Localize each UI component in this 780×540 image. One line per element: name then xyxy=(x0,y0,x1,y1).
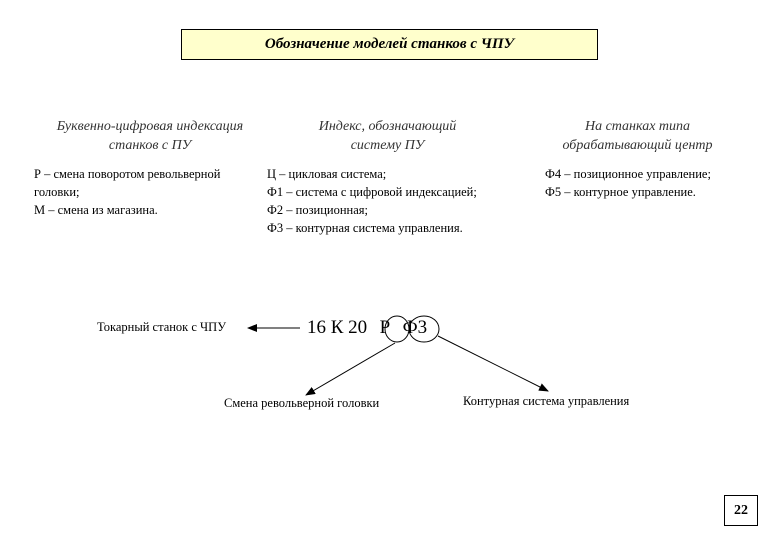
heading-line: Буквенно-цифровая индексация xyxy=(56,119,244,134)
diagram-title: Обозначение моделей станков с ЧПУ xyxy=(264,36,515,52)
body-line: Ф4 – позиционное управление; xyxy=(545,167,711,181)
body-line: Ф5 – контурное управление. xyxy=(545,185,696,199)
page-number: 22 xyxy=(734,502,748,518)
body-line: Ф2 – позиционная; xyxy=(267,203,368,217)
arrow-to-contour-system xyxy=(438,336,548,391)
body-line: головки; xyxy=(34,185,80,199)
body-line: М – смена из магазина. xyxy=(34,203,158,217)
body-line: Р – смена поворотом револьверной xyxy=(34,167,221,181)
model-code-letter: Р xyxy=(379,317,391,338)
body-line: Ф3 – контурная система управления. xyxy=(267,221,463,235)
body-line: Ц – цикловая система; xyxy=(267,167,387,181)
label-turret-change: Смена револьверной головки xyxy=(224,396,380,410)
body-line: Ф1 – система с цифровой индексацией; xyxy=(267,185,477,199)
model-code-prefix: 16 К 20 xyxy=(307,317,368,338)
heading-line: Индекс, обозначающий xyxy=(318,119,457,134)
heading-line: систему ПУ xyxy=(350,138,425,153)
label-contour-system: Контурная система управления xyxy=(463,394,630,408)
page-number-box xyxy=(724,495,758,526)
heading-line: обрабатывающий центр xyxy=(562,138,713,153)
label-machine-type: Токарный станок с ЧПУ xyxy=(97,320,227,334)
model-code xyxy=(307,317,430,339)
arrow-to-turret-change xyxy=(306,343,395,395)
heading-line: станков с ПУ xyxy=(108,138,192,153)
heading-line: На станках типа xyxy=(584,119,691,134)
model-code-system: Ф3 xyxy=(402,317,428,338)
